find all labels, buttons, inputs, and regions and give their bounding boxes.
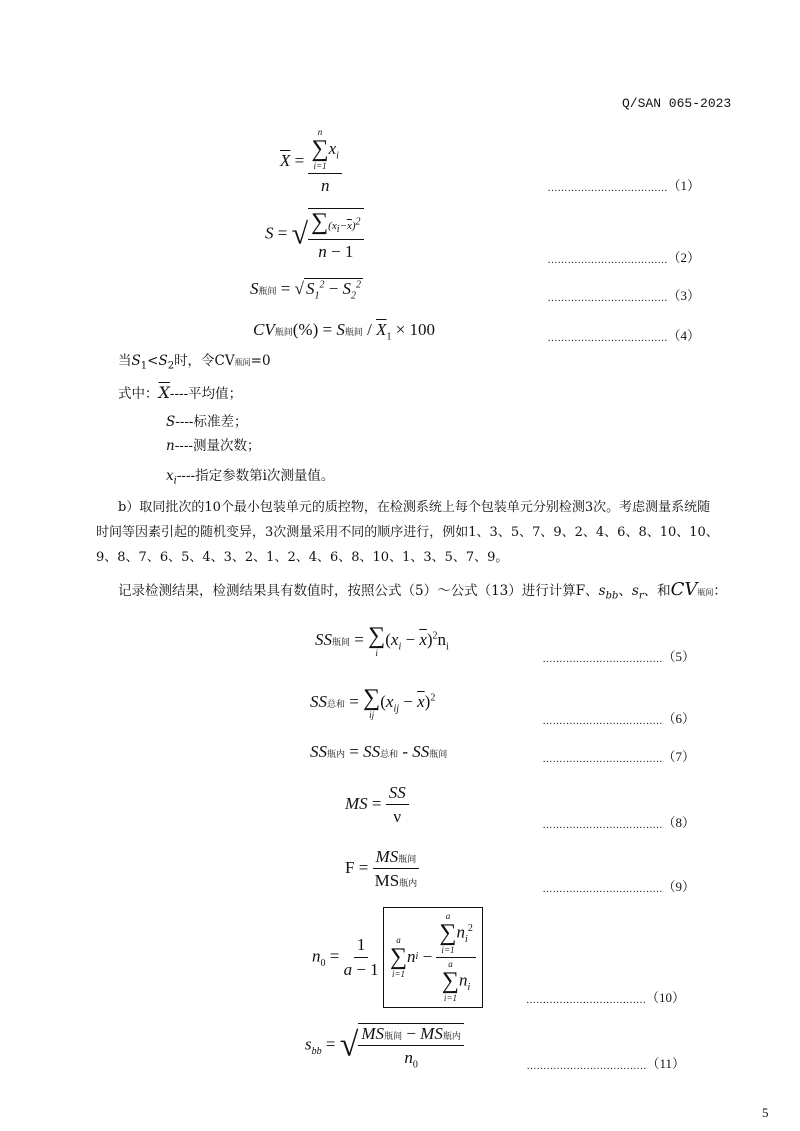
formula-5: SS瓶间 = ∑ i $(x_i - \overline{x})^2n_i$ [315, 622, 449, 658]
def-xi: $x_i----$指定参数第i次测量值。 [166, 467, 335, 487]
equation-row-7 [0, 737, 800, 767]
equation-row-6 [0, 677, 800, 729]
formula-11: $s_{bb}$ = √ $\frac{\text{MS瓶间 − MS瓶内}}{n_0}$ [305, 1023, 464, 1068]
formula-10: $n_0$ = $\frac{1}{a - 1}$ a ∑ i=1 n i − a ∑ i=1 $n_i^2$ a ∑ i=1 $n_i$ [312, 907, 483, 1008]
dot-leader: ……………………………… [525, 995, 646, 1007]
dot-leader: ……………………………… [542, 819, 663, 831]
dot-leader: ……………………………… [547, 254, 668, 266]
dot-leader: ……………………………… [542, 653, 663, 665]
def-sd: S----标准差； [166, 413, 248, 430]
formula-2: S = √ $\frac{\sum(x_i-\overline{x})^2}{n - 1}$ [265, 208, 364, 261]
document-code: Q/SAN 065-2023 [622, 96, 732, 111]
equation-number: （1） [667, 177, 700, 193]
formula-4: CV瓶间(%) = S瓶间 / $\overline{X}_1 \times 100$ [253, 319, 436, 343]
paragraph-record: 记录检测结果，检测结果具有数值时，按照公式（5）～公式（13）进行计算F、$s_{bb}$、$s_r$、和CV瓶间： [118, 578, 727, 602]
equation-row-8 [0, 777, 800, 833]
equation-number: （8） [662, 814, 695, 830]
equation-row-1 [0, 128, 800, 196]
def-mean: 式中：$\overline{X}----$平均值； [118, 382, 243, 402]
formula-1: $\overline{X}$ = n ∑ i=1 $x_i$ n [280, 128, 342, 196]
equation-number: （2） [667, 249, 700, 265]
equation-number: （5） [662, 648, 695, 664]
equation-row-3 [0, 272, 800, 306]
def-n: n----测量次数； [166, 437, 261, 454]
dot-leader: ……………………………… [542, 753, 663, 765]
equation-row-4 [0, 314, 800, 346]
dot-leader: ……………………………… [542, 715, 663, 727]
equation-row-5 [0, 615, 800, 667]
formula-6: SS总和 = ∑ ij $(x_{ij} - \overline{x})^2$ [310, 684, 436, 720]
equation-row-11 [0, 1016, 800, 1074]
dot-leader: ……………………………… [547, 292, 668, 304]
formula-8: MS = $\frac{SS}{\nu}$ [345, 783, 409, 827]
formula-7: SS瓶内 = SS总和 - SS瓶间 [310, 741, 448, 761]
formula-3: S瓶间 = √ $S_1^2 - S_2^2$ [250, 278, 362, 302]
equation-number: （10） [645, 990, 685, 1006]
equation-row-2 [0, 202, 800, 268]
equation-number: （11） [646, 1056, 685, 1072]
document-body [0, 128, 800, 1074]
equation-row-10 [0, 907, 800, 1008]
equation-number: （9） [662, 878, 695, 894]
page-number: 5 [762, 1105, 769, 1120]
dot-leader: ……………………………… [547, 182, 668, 194]
formula-9: F = $\frac{\text{MS瓶间}}{\text{MS瓶内}}$ [345, 847, 419, 891]
condition-line: 当$S_1<S_2$时，令CV瓶间=0 [118, 352, 271, 372]
equation-number: （3） [667, 287, 700, 303]
paragraph-b: b）取同批次的10个最小包装单元的质控物，在检测系统上每个包装单元分别检测3次。考虑测量系统随时间等因素引起的随机变异，3次测量采用不同的顺序进行，例如1、3、5、7、9、2、4、6、8、10、10、9、8、7、6、5、4、3、2、1、2、4、6、8、10、1、3、5、7、9。 [96, 499, 719, 565]
dot-leader: ……………………………… [547, 332, 668, 344]
dot-leader: ……………………………… [526, 1061, 647, 1073]
dot-leader: ……………………………… [542, 883, 663, 895]
equation-number: （7） [662, 748, 695, 764]
equation-number: （6） [662, 710, 695, 726]
equation-number: （4） [667, 327, 700, 343]
equation-row-9 [0, 841, 800, 897]
